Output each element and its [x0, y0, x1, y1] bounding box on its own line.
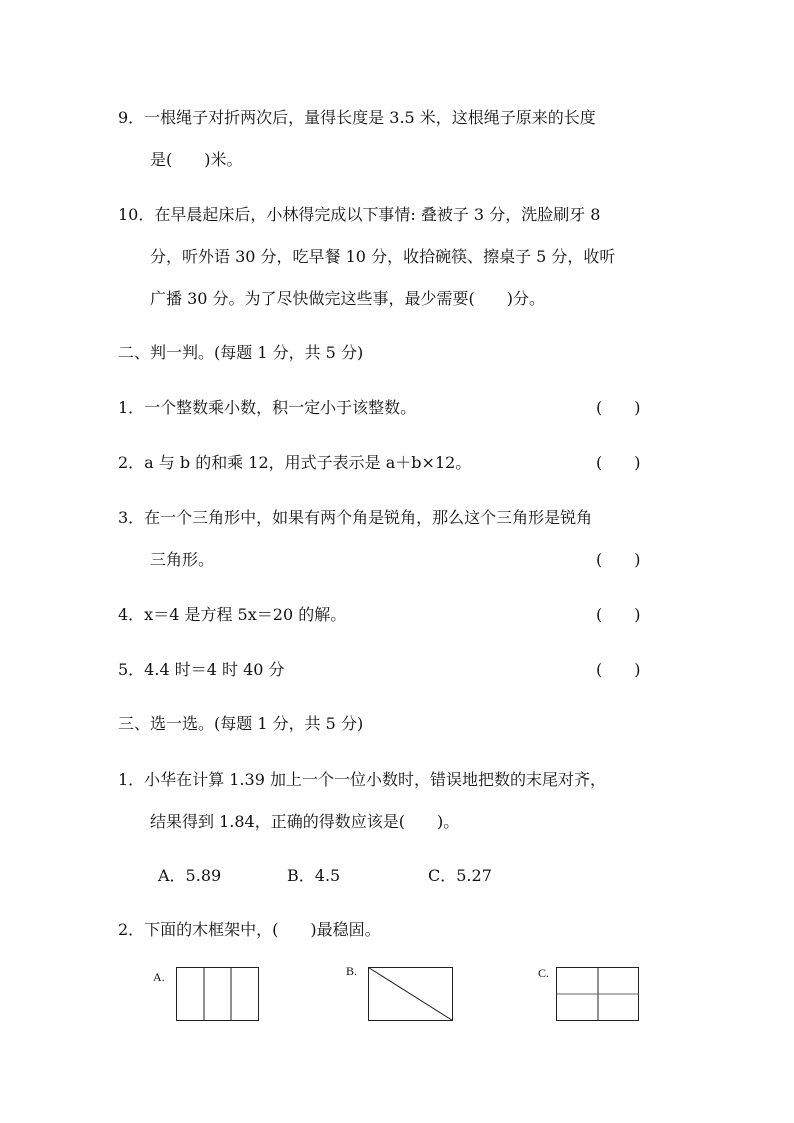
s2-q2: 2．a 与 b 的和乘 12，用式子表示是 a＋b×12。: [118, 453, 472, 472]
s2-q4-answer-paren[interactable]: ( ): [596, 605, 641, 624]
q9-line2: 是( )米。: [150, 150, 243, 169]
s2-q1-answer-paren[interactable]: ( ): [596, 398, 641, 417]
s3-q1-option-c[interactable]: C．5.27: [428, 866, 492, 885]
s2-q3-answer-paren[interactable]: ( ): [596, 550, 641, 569]
figure-a-label[interactable]: A.: [153, 970, 165, 984]
s2-q5: 5．4.4 时＝4 时 40 分: [118, 660, 285, 679]
section3-title: 三、选一选。(每题 1 分，共 5 分): [118, 714, 364, 733]
s2-q4: 4．x＝4 是方程 5x＝20 的解。: [118, 605, 347, 624]
s3-q2: 2．下面的木框架中，( )最稳固。: [118, 920, 381, 939]
s2-q2-answer-paren[interactable]: ( ): [596, 453, 641, 472]
q9-line1: 9．一根绳子对折两次后，量得长度是 3.5 米，这根绳子原来的长度: [118, 108, 596, 127]
s2-q3-line1: 3．在一个三角形中，如果有两个角是锐角，那么这个三角形是锐角: [118, 508, 593, 527]
section2-title: 二、判一判。(每题 1 分，共 5 分): [118, 343, 364, 362]
figure-c-frame[interactable]: [556, 967, 640, 1022]
s2-q1: 1．一个整数乘小数，积一定小于该整数。: [118, 398, 417, 417]
s3-q1-line1: 1．小华在计算 1.39 加上一个一位小数时，错误地把数的末尾对齐，: [118, 770, 606, 789]
q10-line1: 10．在早晨起床后，小林得完成以下事情: 叠被子 3 分，洗脸刷牙 8: [118, 205, 601, 224]
s2-q3-line2: 三角形。: [150, 550, 215, 569]
s3-q1-line2: 结果得到 1.84，正确的得数应该是( )。: [150, 812, 460, 831]
s2-q5-answer-paren[interactable]: ( ): [596, 660, 641, 679]
q10-line3: 广播 30 分。为了尽快做完这些事，最少需要( )分。: [150, 289, 546, 308]
figure-c-label[interactable]: C.: [538, 966, 550, 980]
figure-b-label[interactable]: B.: [346, 964, 358, 978]
s3-q1-option-a[interactable]: A．5.89: [158, 866, 222, 885]
figure-b-frame[interactable]: [368, 967, 454, 1022]
s3-q1-option-b[interactable]: B．4.5: [287, 866, 341, 885]
figure-a-frame[interactable]: [176, 967, 260, 1022]
q10-line2: 分，听外语 30 分，吃早餐 10 分，收拾碗筷、擦桌子 5 分，收听: [150, 247, 616, 266]
